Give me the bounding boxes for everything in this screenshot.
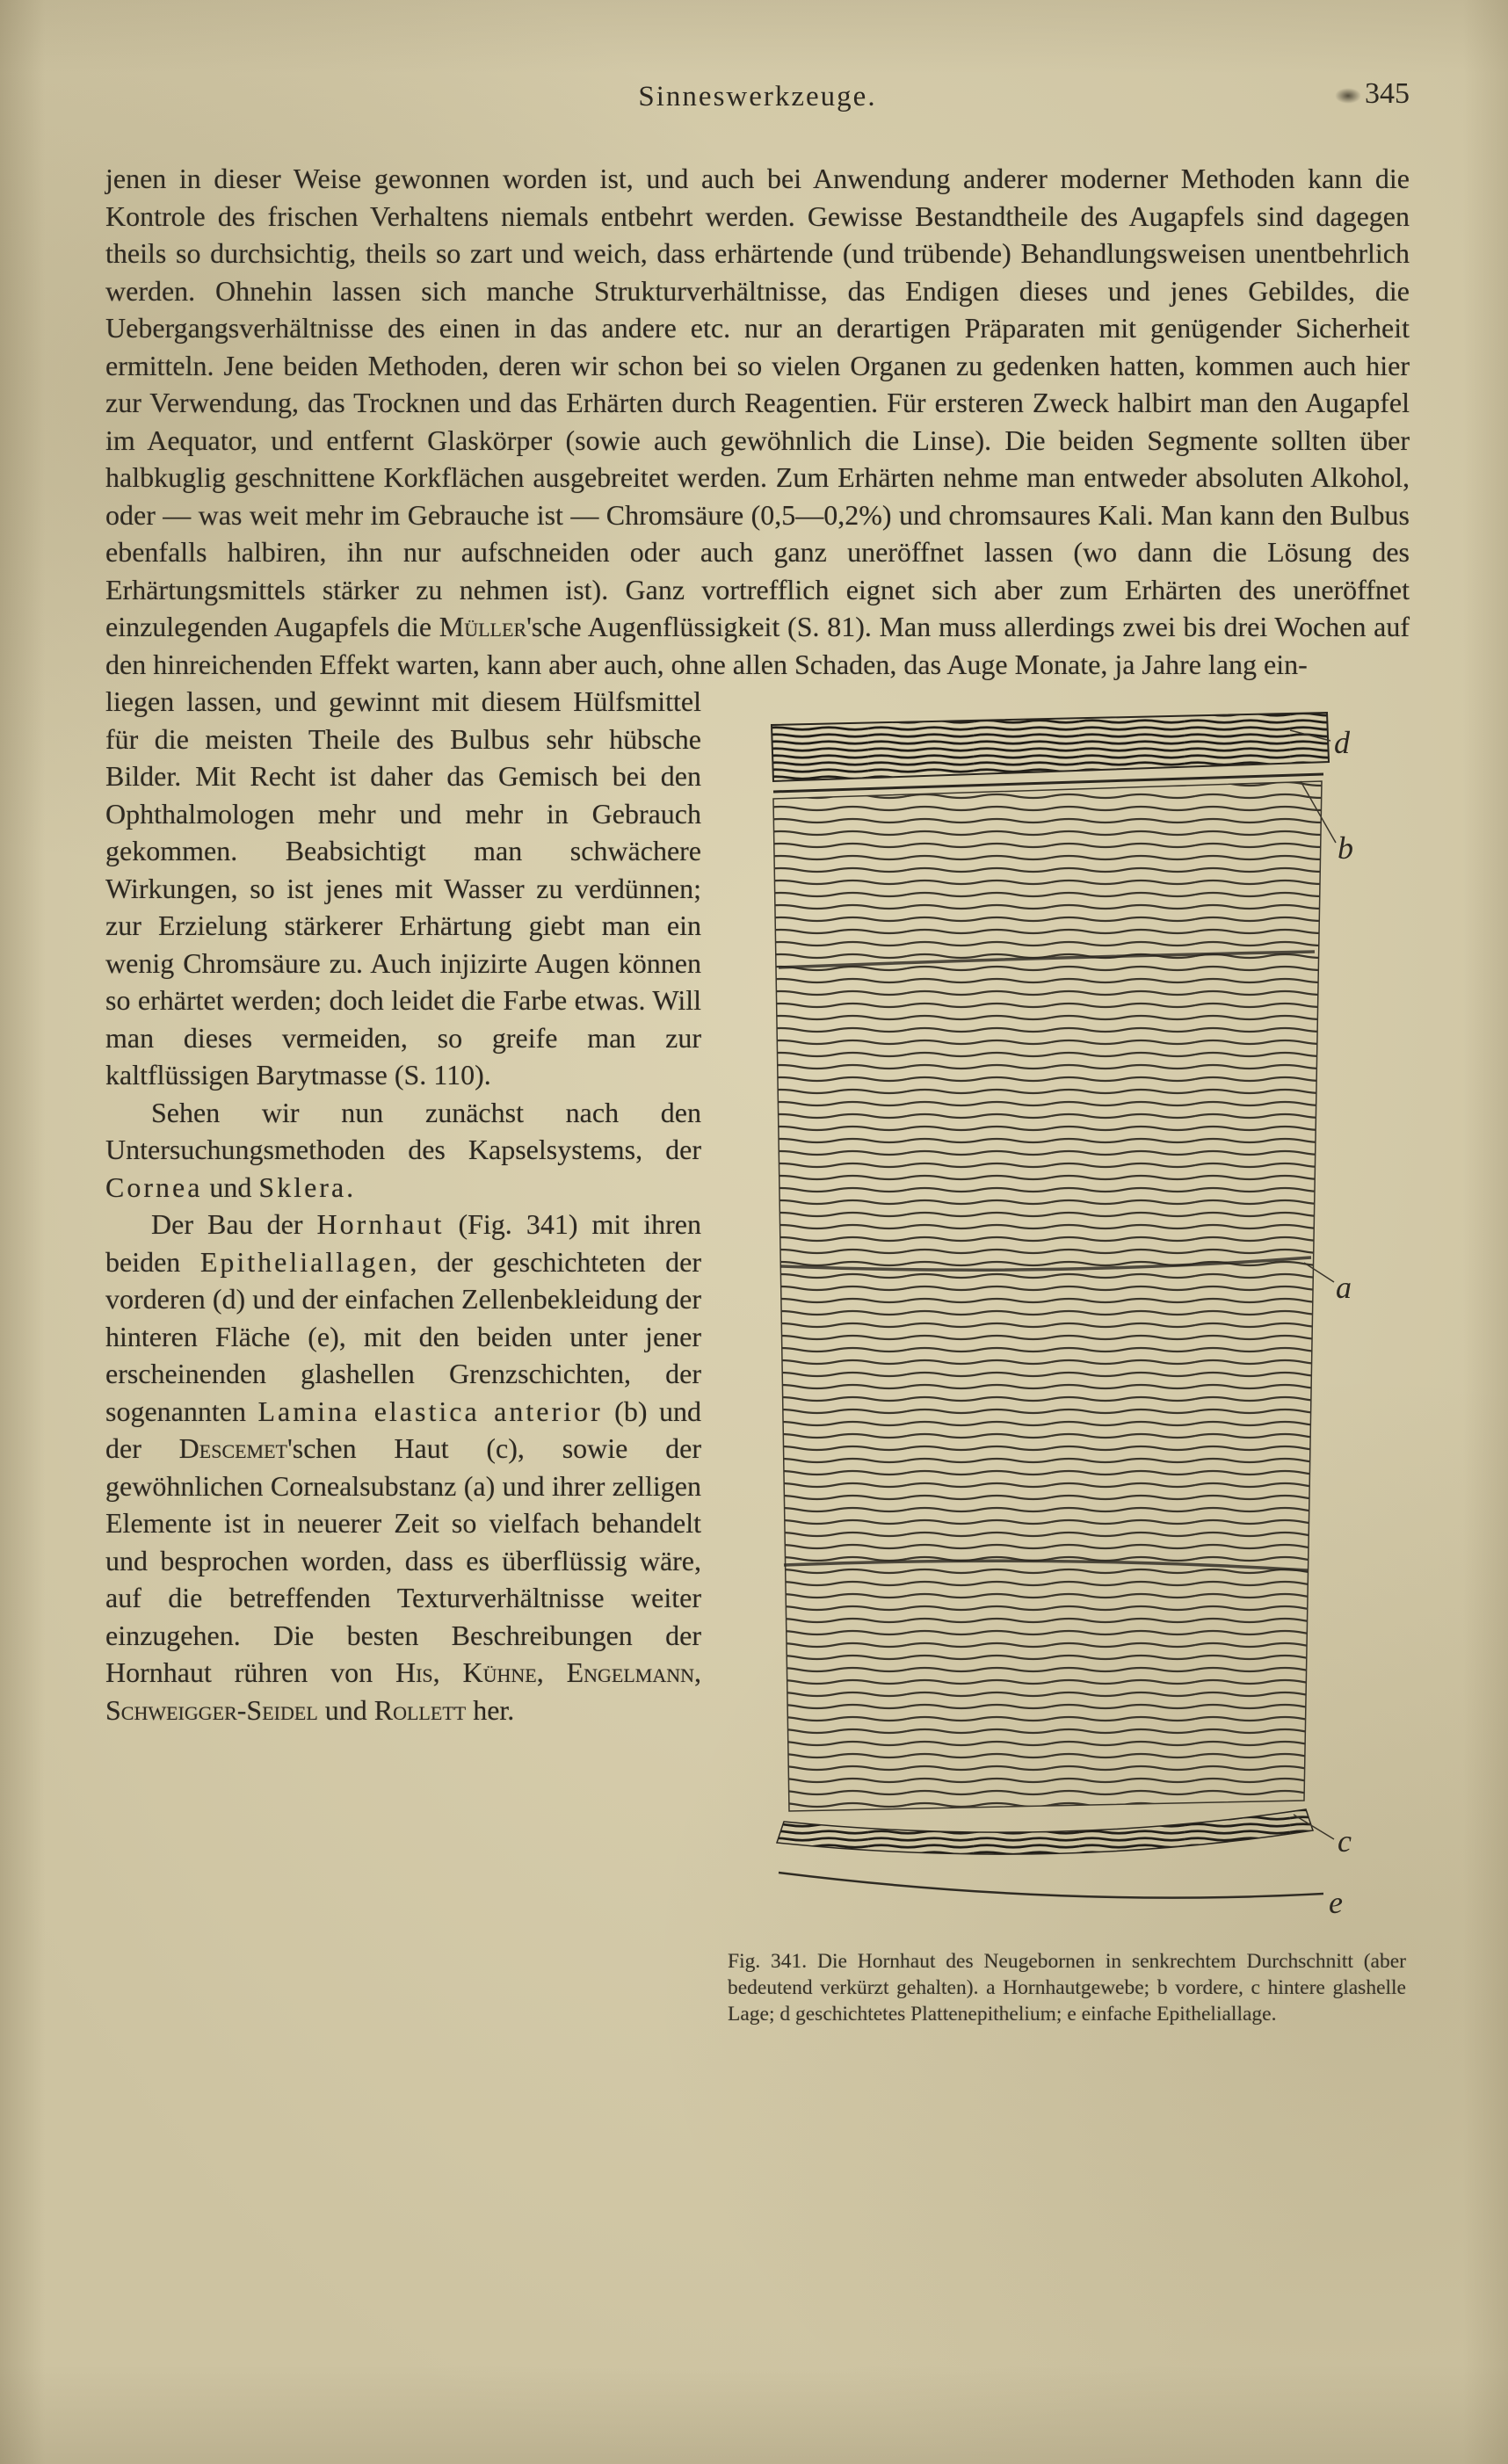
text-segment: (b) und der — [105, 1395, 702, 1464]
text-segment: Sehen wir nun zunächst nach den Untersuchungsmethoden des Kapselsystems, der — [105, 1096, 701, 1165]
text-segment: und — [317, 1693, 374, 1726]
text-segment: , — [536, 1656, 567, 1688]
text-segment: . — [346, 1170, 354, 1203]
text-segment: und — [202, 1170, 259, 1203]
figure-label-e: e — [1329, 1885, 1343, 1917]
figure-341 — [724, 704, 1410, 2027]
text-segment: (Fig. 341) mit ihren beiden — [105, 1208, 702, 1278]
running-head: Sinneswerkzeuge. — [638, 81, 877, 112]
name-rollett: Rollett — [373, 1693, 467, 1726]
epithelium-band — [772, 713, 1329, 781]
main-content — [105, 160, 1410, 2026]
page-header — [105, 77, 1410, 125]
name-kuehne: Kühne — [462, 1656, 537, 1688]
term-epitheliallagen: Epitheliallagen — [199, 1245, 410, 1278]
figure-label-c: c — [1338, 1823, 1352, 1859]
name-schweigger-seidel: Schweigger-Seidel — [105, 1693, 318, 1726]
name-descemet: Descemet — [178, 1432, 287, 1464]
term-lamina-elastica-anterior: Lamina elastica anterior — [257, 1395, 603, 1427]
term-sklera: Sklera — [258, 1170, 347, 1203]
term-cornea: Cornea — [105, 1170, 203, 1203]
cornea-cross-section-illustration — [763, 704, 1360, 1917]
page-number: 345 — [1365, 77, 1410, 110]
text-and-figure — [105, 683, 1410, 2026]
figure-label-d: d — [1334, 725, 1350, 760]
text-segment: jenen in dieser Weise gewonnen worden ist, und auch bei Anwendung anderer moderner Methoden kann die Kontrole des frischen Verhaltens niemals entbehrt werden. Gewisse Bestandtheile des Augapfels sind dagegen theils so durchsichtig, theils so zart und weich, dass erhärtende (und trübende) Behandlungsweisen unentbehrlich werden. Ohnehin lassen sich manche Strukturverhältnisse, das Endigen dieses und jenes Gebildes, die Uebergangsverhältnisse des einen in das andere etc. nur an derartigen Präparaten mit genügender Sicherheit ermitteln. Jene beiden Methoden, deren wir schon bei so vielen Organen zu gedenken hatten, kommen auch hier zur Verwendung, das Trocknen und das Erhärten durch Reagentien. Für ersteren Zweck halbirt man den Augapfel im Aequator, und entfernt Glaskörper (sowie auch gewöhnlich die Linse). Die beiden Segmente sollten über halbkuglig geschnittene Korkflächen ausgebreitet werden. Zum Erhärten nehme man entweder absoluten Alkohol, oder — was weit mehr im Gebrauche ist — Chromsäure (0,5—0,2%) und chromsaures Kali. Man kann den Bulbus ebenfalls halbiren, ihn nur aufschneiden oder auch ganz uneröffnet lassen (wo dann die Lösung des Erhärtungsmittels stärker zu nehmen ist). Ganz vortrefflich eignet sich aber zum Erhärten des uneröffnet einzulegenden Augapfels die — [105, 163, 1410, 642]
text-segment: Der Bau der — [151, 1208, 317, 1240]
figure-label-b: b — [1338, 830, 1353, 866]
paragraph-continuation: liegen lassen, und gewinnt mit diesem Hülfsmittel für die meisten Theile des Bulbus sehr hübsche Bilder. Mit Recht ist daher das Gemisch bei den Ophthalmologen mehr und mehr in Gebrauch gekommen. Beabsichtigt man schwächere Wirkungen, so ist jenes mit Wasser zu verdünnen; zur Erzielung stärkerer Erhärtung giebt man ein wenig Chromsäure zu. Auch injizirte Augen können so erhärtet werden; doch leidet die Farbe etwas. Will man dieses vermeiden, so greife man zur kaltflüssigen Barytmasse (S. 110). — [105, 685, 701, 1091]
page-number-area — [1335, 77, 1410, 111]
text-segment: , — [432, 1656, 463, 1688]
text-segment: , — [694, 1656, 701, 1688]
stroma-hatching — [773, 781, 1322, 1811]
figure-label-a: a — [1336, 1270, 1352, 1305]
paragraph-opening — [105, 160, 1410, 683]
term-hornhaut: Hornhaut — [316, 1208, 445, 1240]
name-his: His — [395, 1656, 433, 1688]
name-mueller: Müller — [439, 611, 527, 642]
posterior-epithelium-line — [779, 1873, 1323, 1898]
text-segment: 'schen Haut (c), sowie der gewöhnlichen Cornealsubstanz (a) und ihrer zelligen Elemente ist in neuerer Zeit so vielfach behandelt und besprochen worden, dass es überflüssig wäre, auf die betreffenden Texturverhältnisse weiter einzugehen. Die besten Beschreibungen der Hornhaut rühren von — [105, 1432, 702, 1688]
descemet-band — [777, 1809, 1313, 1854]
figure-caption: Fig. 341. Die Hornhaut des Neugebornen in senkrechtem Durchschnitt (aber bedeutend verkürzt gehalten). a Hornhautgewebe; b vordere, c hintere glashelle Lage; d geschichtetes Plattenepithelium; e einfache Epitheliallage. — [728, 1950, 1406, 2026]
text-segment: , der geschichteten der vorderen (d) und der einfachen Zellenbekleidung der hinteren Fläche (e), mit den beiden unter jener erscheinenden glashellen Grenzschichten, der sogenannten — [105, 1245, 702, 1427]
name-engelmann: Engelmann — [566, 1656, 694, 1688]
text-segment: her. — [466, 1693, 515, 1726]
ink-smudge — [1335, 88, 1361, 104]
text-segment: 'sche Augenflüssigkeit (S. 81). Man muss allerdings zwei bis drei Wochen auf den hinreichenden Effekt warten, kann aber auch, ohne allen Schaden, das Auge Monate, ja Jahre lang ein- — [105, 611, 1410, 680]
